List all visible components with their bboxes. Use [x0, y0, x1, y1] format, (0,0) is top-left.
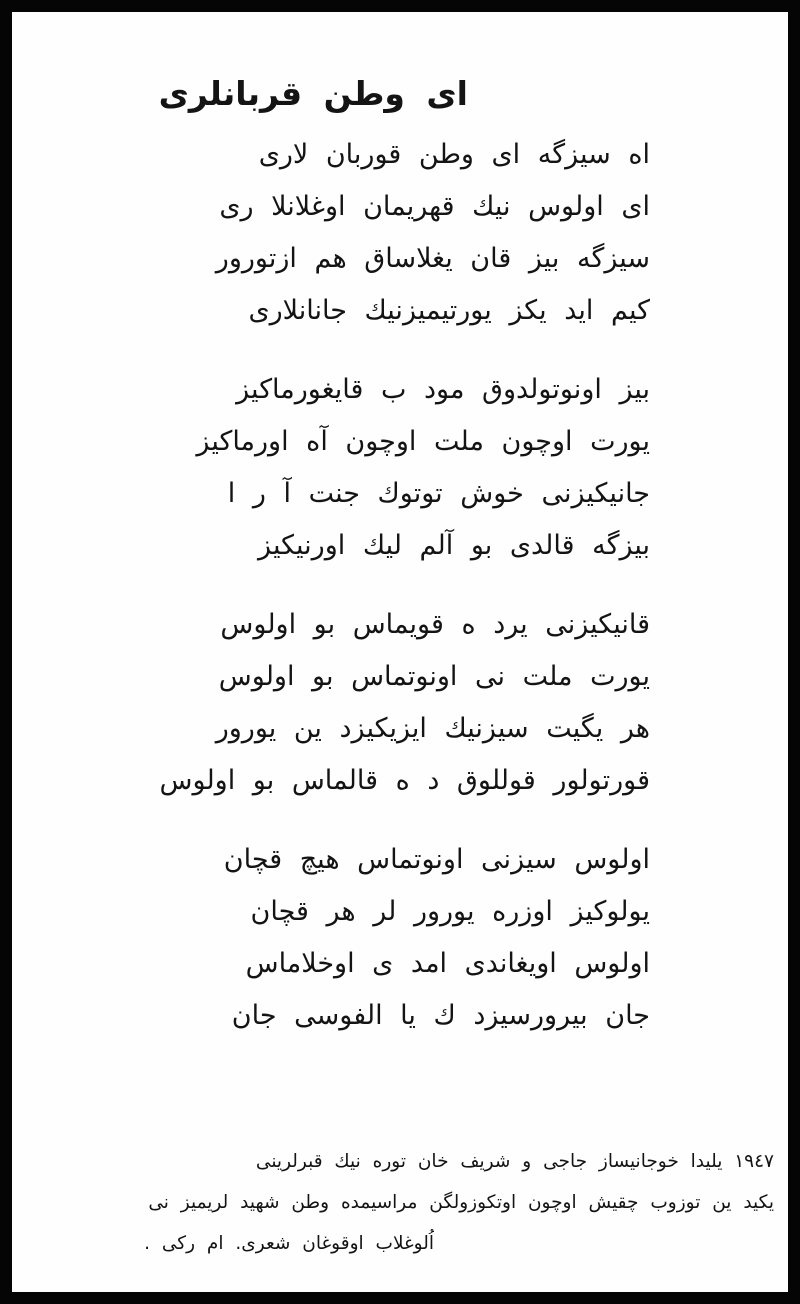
- poem-line: ای اولوس نیك قهریمان اوغلانلا ری: [219, 191, 650, 222]
- poem-line: هر یگیت سیزنیك ایزیکیزد ین یورور: [215, 713, 650, 744]
- poem-line: اولوس سیزنی اونوتماس هیچ قچان: [223, 844, 650, 875]
- stanza-3: [12, 599, 650, 807]
- poem-line: بیزگه قالدی بو آلم لیك اورنیکیز: [258, 530, 650, 561]
- poem-line: یورت اوچون ملت اوچون آه اورماکیز: [196, 426, 650, 457]
- poem-line: اه سیزگه ای وطن قوربان لاری: [258, 139, 650, 170]
- poem-line: اولوس اویغاندی امد ی اوخلاماس: [245, 948, 650, 979]
- stanza-1: [12, 129, 650, 337]
- page: [12, 12, 788, 1292]
- stanza-4: [12, 834, 650, 1042]
- poem-line: کیم اید یکز یورتیمیزنیك جانانلاری: [248, 295, 650, 326]
- poem-line: بیز اونوتولدوق مود ب قایغورماکیز: [236, 374, 650, 405]
- poem-line: جانیکیزنی خوش توتوك جنت آ ر ا: [227, 478, 650, 509]
- colophon-line: اُلوغلاب اوقوغان شعری. ام رکی .: [144, 1233, 434, 1254]
- poem-line: جان بیرورسیزد ك یا الفوسی جان: [231, 1000, 650, 1031]
- poem-line: قورتولور قوللوق د ه قالماس بو اولوس: [159, 765, 650, 796]
- poem-title: ای وطن قربانلری: [158, 74, 468, 113]
- poem-line: یورت ملت نی اونوتماس بو اولوس: [218, 661, 650, 692]
- poem-line: قانیکیزنی یرد ه قویماس بو اولوس: [220, 609, 650, 640]
- stanza-2: [12, 364, 650, 572]
- colophon-line: یکید ین توزوب چقیش اوچون اوتکوزولگن مراسیمده وطن شهید لریمیز نی: [148, 1192, 774, 1213]
- poem-body: [12, 113, 788, 1042]
- poem-line: سیزگه بیز قان یغلاساق هم ازتورور: [215, 243, 650, 274]
- colophon: [12, 1141, 788, 1264]
- colophon-line: ١٩٤٧ یلیدا خوجانیساز جاجی و شریف خان توره نیك قبرلرینی: [255, 1151, 774, 1172]
- poem-line: یولوکیز اوزره یورور لر هر قچان: [250, 896, 650, 927]
